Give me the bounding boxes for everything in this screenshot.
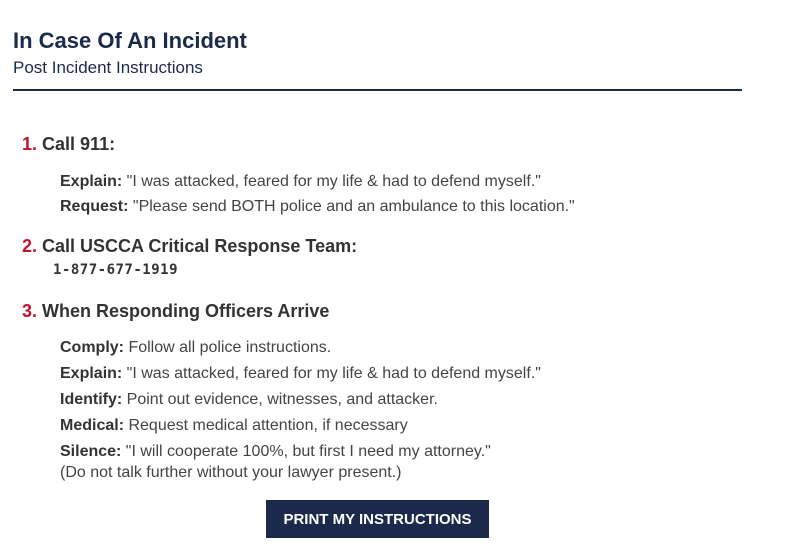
step-2-heading [22,235,357,257]
step-3-identify-text: Point out evidence, witnesses, and attacker. [122,391,438,408]
step-3-comply [60,338,331,358]
step-3-identify-label: Identify: [60,391,123,408]
step-1-explain [60,172,541,192]
step-1-number: 1. [22,134,38,154]
step-3-note: (Do not talk further without your lawyer present.) [60,464,402,481]
step-3-comply-label: Comply: [60,339,124,356]
step-3-explain-label: Explain: [60,365,123,382]
step-3-heading [22,300,329,322]
step-1-explain-label: Explain: [60,173,123,190]
print-instructions-button[interactable]: PRINT MY INSTRUCTIONS [266,500,489,538]
step-1-request-label: Request: [60,198,129,215]
step-3-silence-text: "I will cooperate 100%, but first I need my attorney." [121,443,491,460]
header-divider [13,89,742,91]
step-3-explain [60,364,541,384]
page-title: In Case Of An Incident [13,28,247,53]
step-3-identify [60,390,438,410]
crisis-phone-number[interactable]: 1-877-677-1919 [53,262,179,278]
step-3-explain-text: "I was attacked, feared for my life & had to defend myself." [122,365,541,382]
step-1-request-text: "Please send BOTH police and an ambulance to this location." [128,198,575,215]
step-1-explain-text: "I was attacked, feared for my life & had to defend myself." [122,173,541,190]
step-3-medical-text: Request medical attention, if necessary [124,417,408,434]
step-3-medical [60,416,408,436]
step-3-silence-label: Silence: [60,443,122,460]
step-3-silence [60,442,491,462]
step-1-heading [22,133,115,155]
page-header [13,28,742,79]
step-3-number: 3. [22,301,38,321]
step-3-title: When Responding Officers Arrive [42,301,330,321]
step-2-title: Call USCCA Critical Response Team: [42,236,358,256]
step-2-number: 2. [22,236,38,256]
page-subtitle: Post Incident Instructions [13,58,203,77]
step-3-medical-label: Medical: [60,417,125,434]
step-1-title: Call 911: [42,134,116,154]
step-1-request [60,197,575,217]
step-3-comply-text: Follow all police instructions. [124,339,332,356]
